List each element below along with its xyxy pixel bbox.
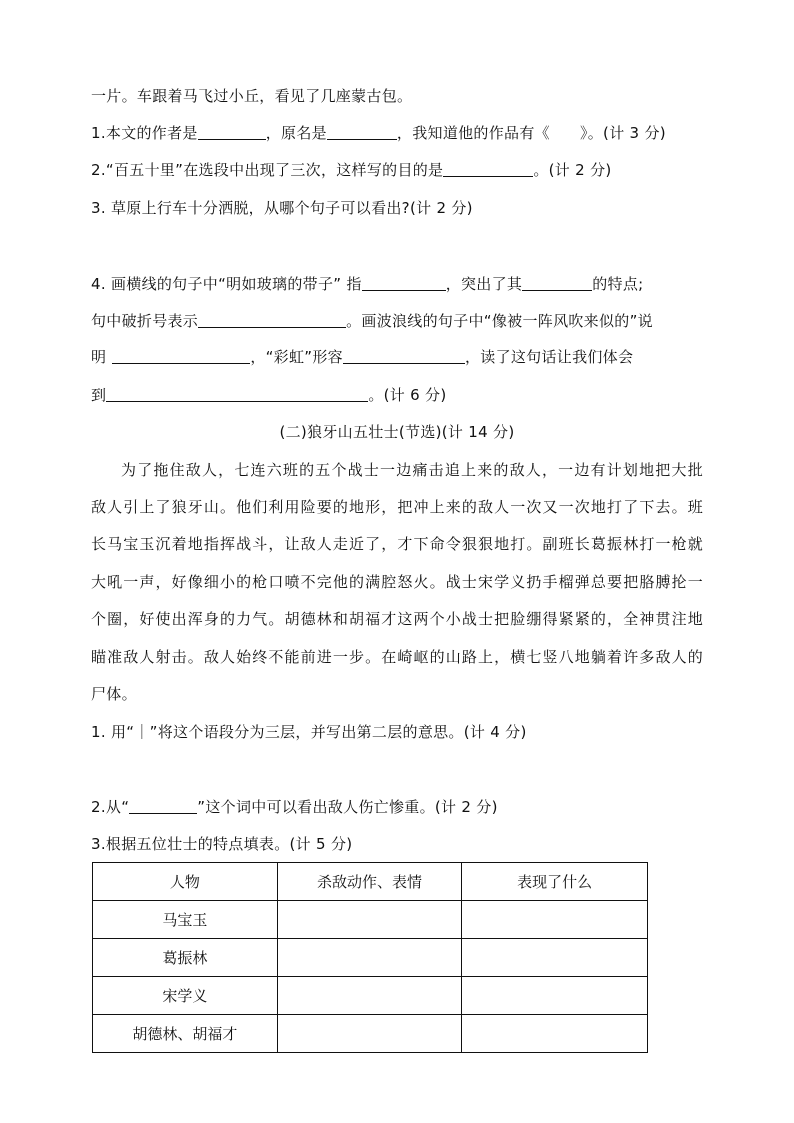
section2-question-1: 1. 用“｜”将这个语段分为三层，并写出第二层的意思。(计 4 分) — [91, 723, 527, 741]
person-name: 葛振林 — [93, 939, 278, 977]
question-text: 明 — [91, 348, 107, 366]
question-text: 。(计 2 分) — [533, 161, 612, 179]
answer-cell[interactable] — [462, 1015, 648, 1053]
answer-cell[interactable] — [277, 939, 462, 977]
question-text: 句中破折号表示 — [91, 312, 199, 330]
table-header: 人物 — [93, 863, 278, 901]
answer-blank[interactable] — [112, 348, 250, 364]
section2-question-3: 3.根据五位壮士的特点填表。(计 5 分) — [91, 835, 353, 853]
question-text: ，“彩虹”形容 — [250, 348, 343, 366]
question-text: 2.“百五十里”在选段中出现了三次，这样写的目的是 — [91, 161, 444, 179]
passage-line: 敌人引上了狼牙山。他们利用险要的地形，把冲上来的敌人一次又一次地打了下去。班 — [91, 498, 703, 516]
answer-cell[interactable] — [462, 977, 648, 1015]
question-4-line3 — [91, 346, 703, 368]
passage-line: 瞄准敌人射击。敌人始终不能前进一步。在崎岖的山路上，横七竖八地躺着许多敌人的 — [91, 648, 703, 666]
table-header: 杀敌动作、表情 — [277, 863, 462, 901]
question-text: ”这个词中可以看出敌人伤亡惨重。(计 2 分) — [197, 798, 498, 816]
answer-blank[interactable] — [443, 161, 533, 177]
answer-blank[interactable] — [522, 275, 592, 291]
passage-line: 大吼一声，好像细小的枪口喷不完他的满腔怒火。战士宋学义扔手榴弹总要把胳膊抡一 — [91, 573, 703, 591]
person-name: 马宝玉 — [93, 901, 278, 939]
answer-cell[interactable] — [277, 1015, 462, 1053]
table-header-row — [93, 863, 648, 901]
answer-cell[interactable] — [277, 901, 462, 939]
answer-blank[interactable] — [198, 124, 266, 140]
answer-cell[interactable] — [277, 977, 462, 1015]
question-text: ，突出了其 — [445, 275, 523, 293]
section-title: (二)狼牙山五壮士(节选)(计 14 分) — [279, 423, 515, 441]
person-name: 胡德林、胡福才 — [93, 1015, 278, 1053]
question-2-purpose — [91, 159, 703, 181]
person-name: 宋学义 — [93, 977, 278, 1015]
table-row — [93, 939, 648, 977]
question-4-line4 — [91, 384, 703, 406]
question-text: ，我知道他的作品有《 — [396, 124, 550, 142]
question-text: 4. 画横线的句子中“明如玻璃的带子” 指 — [91, 275, 362, 293]
table-row — [93, 901, 648, 939]
question-text: 1.本文的作者是 — [91, 124, 198, 142]
question-1-author — [91, 122, 703, 144]
question-text: ，读了这句话让我们体会 — [464, 348, 634, 366]
question-text: 。(计 6 分) — [368, 386, 447, 404]
table-row — [93, 1015, 648, 1053]
answer-blank[interactable] — [362, 275, 446, 291]
answer-blank[interactable] — [198, 312, 346, 328]
text-line: 一片。车跟着马飞过小丘，看见了几座蒙古包。 — [91, 87, 413, 105]
answer-blank[interactable] — [327, 124, 397, 140]
answer-blank[interactable] — [129, 798, 197, 814]
answer-cell[interactable] — [462, 939, 648, 977]
table-row — [93, 977, 648, 1015]
question-3: 3. 草原上行车十分洒脱，从哪个句子可以看出?(计 2 分) — [91, 199, 473, 217]
section2-question-2 — [91, 796, 703, 818]
question-4-line2 — [91, 310, 703, 332]
question-4-line1 — [91, 273, 703, 295]
passage-line: 为了拖住敌人，七连六班的五个战士一边痛击追上来的敌人，一边有计划地把大批 — [121, 461, 703, 479]
passage-line: 长马宝玉沉着地指挥战斗，让敌人走近了，才下命令狠狠地打。副班长葛振林打一枪就 — [91, 535, 703, 553]
question-text: 的特点; — [592, 275, 644, 293]
passage-line: 个圈，好使出浑身的力气。胡德林和胡福才这两个小战士把脸绷得紧紧的，全神贯注地 — [91, 610, 703, 628]
fill-in-table — [92, 862, 648, 1053]
answer-cell[interactable] — [462, 901, 648, 939]
table-header: 表现了什么 — [462, 863, 648, 901]
question-text: 。画波浪线的句子中“像被一阵风吹来似的”说 — [346, 312, 653, 330]
question-text: ，原名是 — [265, 124, 327, 142]
answer-blank[interactable] — [343, 348, 465, 364]
question-text: 》。(计 3 分) — [579, 124, 666, 142]
question-text: 到 — [91, 386, 107, 404]
passage-line: 尸体。 — [91, 685, 137, 703]
question-text: 2.从“ — [91, 798, 130, 816]
answer-blank[interactable] — [106, 386, 368, 402]
